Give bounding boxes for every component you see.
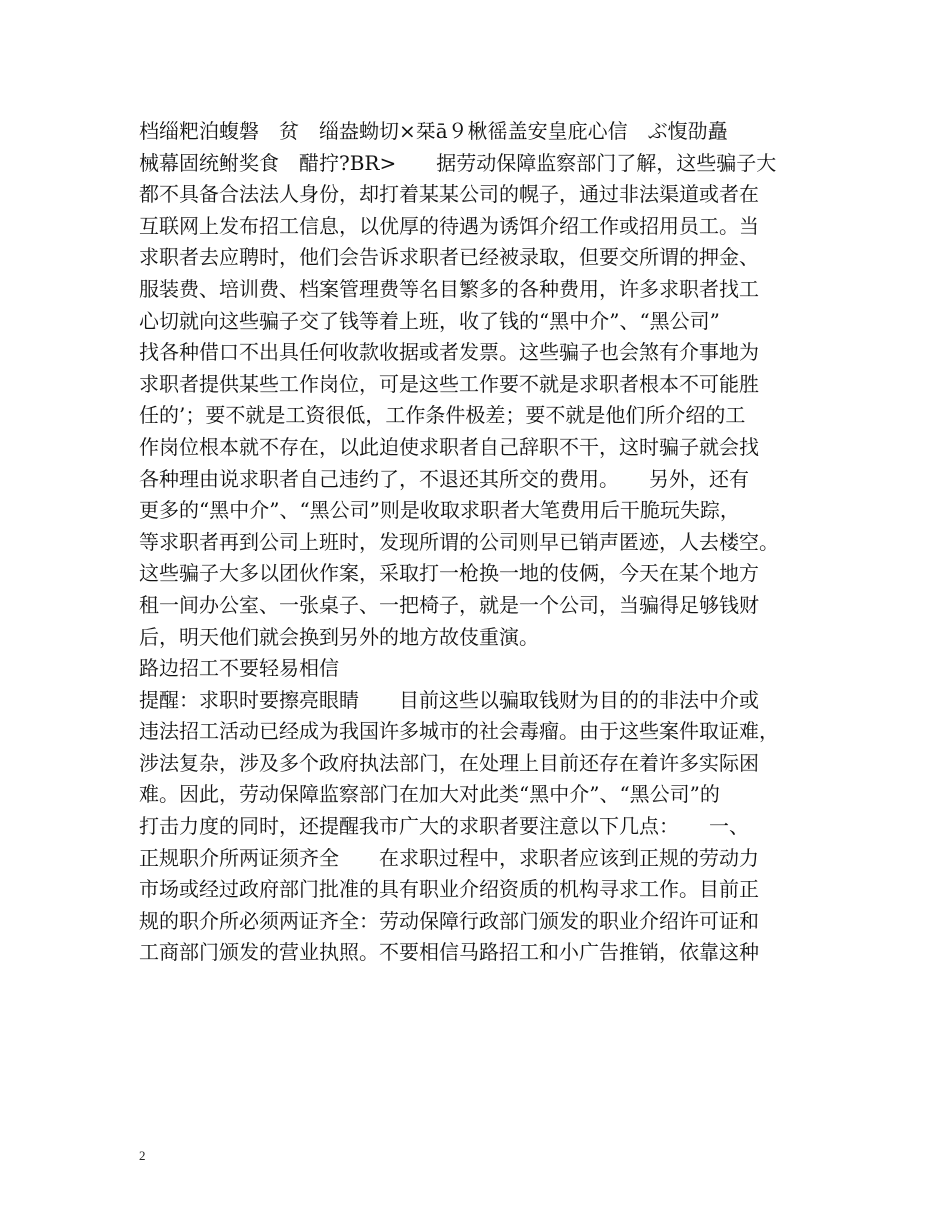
text-line: 服装费、培训费、档案管理费等名目繁多的各种费用，许多求职者找工 — [139, 276, 759, 301]
page-number: 2 — [139, 1148, 146, 1163]
text-line: 作岗位根本就不存在，以此迫使求职者自己辞职不干，这时骗子就会找 — [139, 434, 759, 459]
text-line: 路边招工不要轻易相信 — [139, 656, 339, 681]
text-line: 正规职介所两证须齐全 在求职过程中，求职者应该到正规的劳动力 — [139, 845, 759, 870]
text-line: 违法招工活动已经成为我国许多城市的社会毒瘤。由于这些案件取证难， — [139, 719, 779, 744]
text-line: 任的’；要不就是工资很低，工作条件极差；要不就是他们所介绍的工 — [139, 403, 746, 428]
text-line: 规的职介所必须两证齐全：劳动保障行政部门颁发的职业介绍许可证和 — [139, 908, 759, 933]
text-line: 都不具备合法法人身份，却打着某某公司的幌子，通过非法渠道或者在 — [139, 182, 759, 207]
text-line: 这些骗子大多以团伙作案，采取打一枪换一地的伎俩，今天在某个地方 — [139, 561, 759, 586]
text-line: 档缁粑泊蝮磐 贫 缁盎蚴切×栞ā９楸徭盖安皇庇心信 ぶ愎劭矗 — [139, 119, 728, 143]
text-line: 涉法复杂，涉及多个政府执法部门，在处理上目前还存在着许多实际困 — [139, 750, 759, 775]
text-line: 提醒：求职时要擦亮眼睛 目前这些以骗取钱财为目的的非法中介或 — [139, 687, 759, 712]
text-line: 械幕固统鲋奖食 醋拧?BR> 据劳动保障监察部门了解，这些骗子大 — [139, 150, 777, 175]
text-line: 市场或经过政府部门批准的具有职业介绍资质的机构寻求工作。目前正 — [139, 877, 759, 902]
text-line: 互联网上发布招工信息，以优厚的待遇为诱饵介绍工作或招用员工。当 — [139, 213, 759, 238]
text-line: 工商部门颁发的营业执照。不要相信马路招工和小广告推销，依靠这种 — [139, 940, 759, 965]
text-line: 难。因此，劳动保障监察部门在加大对此类“黑中介”、“黑公司”的 — [139, 782, 720, 807]
text-line: 找各种借口不出具任何收款收据或者发票。这些骗子也会煞有介事地为 — [139, 340, 759, 365]
text-line: 后，明天他们就会换到另外的地方故伎重演。 — [139, 624, 539, 649]
text-line: 打击力度的同时，还提醒我市广大的求职者要注意以下几点： 一、 — [139, 814, 749, 839]
text-line: 更多的“黑中介”、“黑公司”则是收取求职者大笔费用后干脆玩失踪， — [139, 498, 740, 523]
text-line: 租一间办公室、一张桌子、一把椅子，就是一个公司，当骗得足够钱财 — [139, 592, 759, 617]
body-text — [139, 116, 819, 969]
text-line: 等求职者再到公司上班时，发现所谓的公司则早已销声匿迹，人去楼空。 — [139, 529, 779, 554]
text-line: 求职者提供某些工作岗位，可是这些工作要不就是求职者根本不可能胜 — [139, 371, 759, 396]
text-line: 求职者去应聘时，他们会告诉求职者已经被录取，但要交所谓的押金、 — [139, 245, 759, 270]
text-line: 各种理由说求职者自己违约了，不退还其所交的费用。 另外，还有 — [139, 466, 749, 491]
text-line: 心切就向这些骗子交了钱等着上班，收了钱的“黑中介”、“黑公司” — [139, 308, 720, 333]
